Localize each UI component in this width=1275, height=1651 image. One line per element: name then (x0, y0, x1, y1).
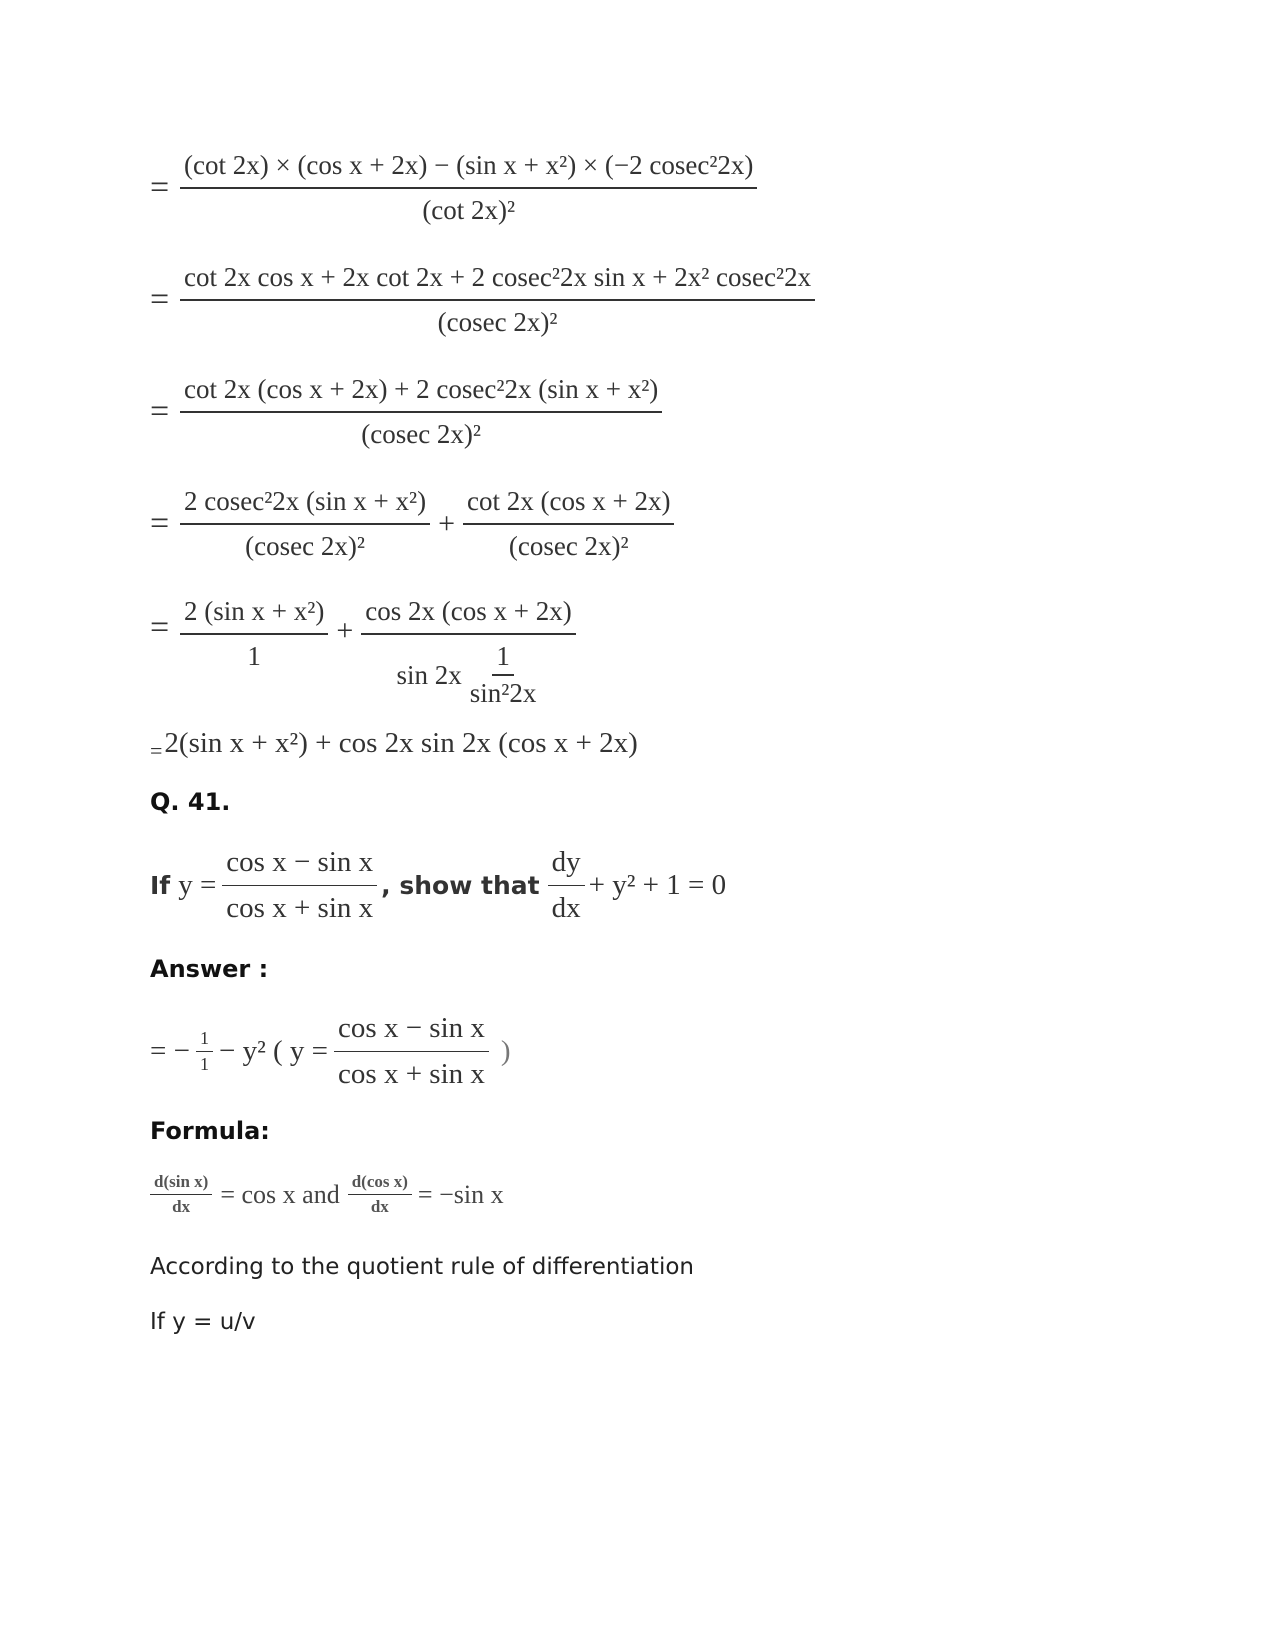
unit-fraction (196, 1028, 213, 1075)
if-word: If (150, 871, 171, 900)
equals-sign: = (150, 169, 170, 206)
fraction-right (361, 596, 575, 709)
answer-expression (150, 1012, 511, 1091)
question-number: Q. 41. (150, 788, 231, 816)
formula-label: Formula: (150, 1117, 270, 1145)
equals-sign: = (150, 608, 170, 646)
nested-fraction (466, 641, 541, 709)
formula-tail: = −sin x (417, 1179, 504, 1209)
denominator: cos x + sin x (226, 892, 374, 924)
derivative-fraction (548, 846, 585, 925)
close-paren: ) (500, 1035, 511, 1067)
fraction (180, 150, 757, 226)
numerator: cot 2x (cos x + 2x) + 2 cosec²2x (sin x + x²) (180, 374, 662, 413)
fraction (180, 374, 662, 450)
numerator: cot 2x (cos x + 2x) (463, 486, 674, 525)
numerator: cos x − sin x (334, 1012, 489, 1052)
numerator: (cot 2x) × (cos x + 2x) − (sin x + x²) × (−2 cosec²2x) (180, 150, 757, 189)
denominator: (cosec 2x)² (361, 419, 482, 449)
answer-label: Answer : (150, 955, 269, 983)
denominator: (cosec 2x)² (508, 531, 629, 561)
formula-mid: = cos x and (220, 1179, 340, 1209)
step-4 (150, 486, 674, 562)
numerator: cos x − sin x (222, 846, 377, 886)
denominator: cos x + sin x (338, 1058, 485, 1090)
dy: dy (548, 846, 585, 886)
equals-sign: = (150, 281, 170, 318)
fraction-left (180, 486, 430, 562)
formula-expression (150, 1172, 504, 1217)
question-fraction (222, 846, 377, 925)
denominator-prefix: sin 2x (396, 659, 462, 690)
fraction (180, 262, 815, 338)
quotient-rule-text: According to the quotient rule of differentiation (150, 1254, 694, 1280)
y-equals: y = (178, 869, 217, 901)
numerator: d(cos x) (348, 1172, 412, 1195)
answer-mid: − y² ( y = (218, 1035, 329, 1067)
numerator: cot 2x cos x + 2x cot 2x + 2 cosec²2x sin x + 2x² cosec²2x (180, 262, 815, 301)
show-that-text: , show that (381, 871, 540, 900)
dx: dx (551, 892, 581, 924)
denominator: (cosec 2x)² (437, 307, 558, 337)
numerator: 1 (196, 1028, 213, 1052)
equals-sign: = (150, 738, 163, 763)
fraction-right (463, 486, 674, 562)
equals-sign: = (150, 393, 170, 430)
if-y-text: If y = u/v (150, 1309, 256, 1335)
numerator: cos 2x (cos x + 2x) (361, 596, 575, 635)
denominator: dx (370, 1197, 389, 1216)
final-expression: 2(sin x + x²) + cos 2x sin 2x (cos x + 2x) (164, 726, 638, 759)
nested-denominator: sin²2x (469, 678, 537, 708)
step-1 (150, 150, 757, 226)
denominator-compound (393, 635, 545, 709)
step-5 (150, 596, 576, 709)
denominator: dx (172, 1197, 191, 1216)
numerator: 2 cosec²2x (sin x + x²) (180, 486, 430, 525)
numerator: 2 (sin x + x²) (180, 596, 328, 635)
denominator: 1 (247, 641, 261, 671)
denominator: 1 (199, 1054, 209, 1074)
denominator: (cot 2x)² (422, 195, 516, 225)
question-statement (150, 846, 726, 925)
d-sin-fraction (150, 1172, 212, 1217)
step-2 (150, 262, 815, 338)
answer-lead: = − (150, 1035, 190, 1067)
numerator: d(sin x) (150, 1172, 212, 1195)
denominator: (cosec 2x)² (245, 531, 365, 561)
fraction-left (180, 596, 328, 672)
equals-sign: = (150, 505, 170, 542)
step-6 (150, 722, 638, 764)
answer-fraction (334, 1012, 489, 1091)
plus-sign: + (438, 507, 456, 540)
d-cos-fraction (348, 1172, 412, 1217)
step-3 (150, 374, 662, 450)
nested-numerator: 1 (492, 641, 514, 676)
equation-tail: + y² + 1 = 0 (588, 869, 727, 901)
plus-sign: + (336, 614, 354, 647)
